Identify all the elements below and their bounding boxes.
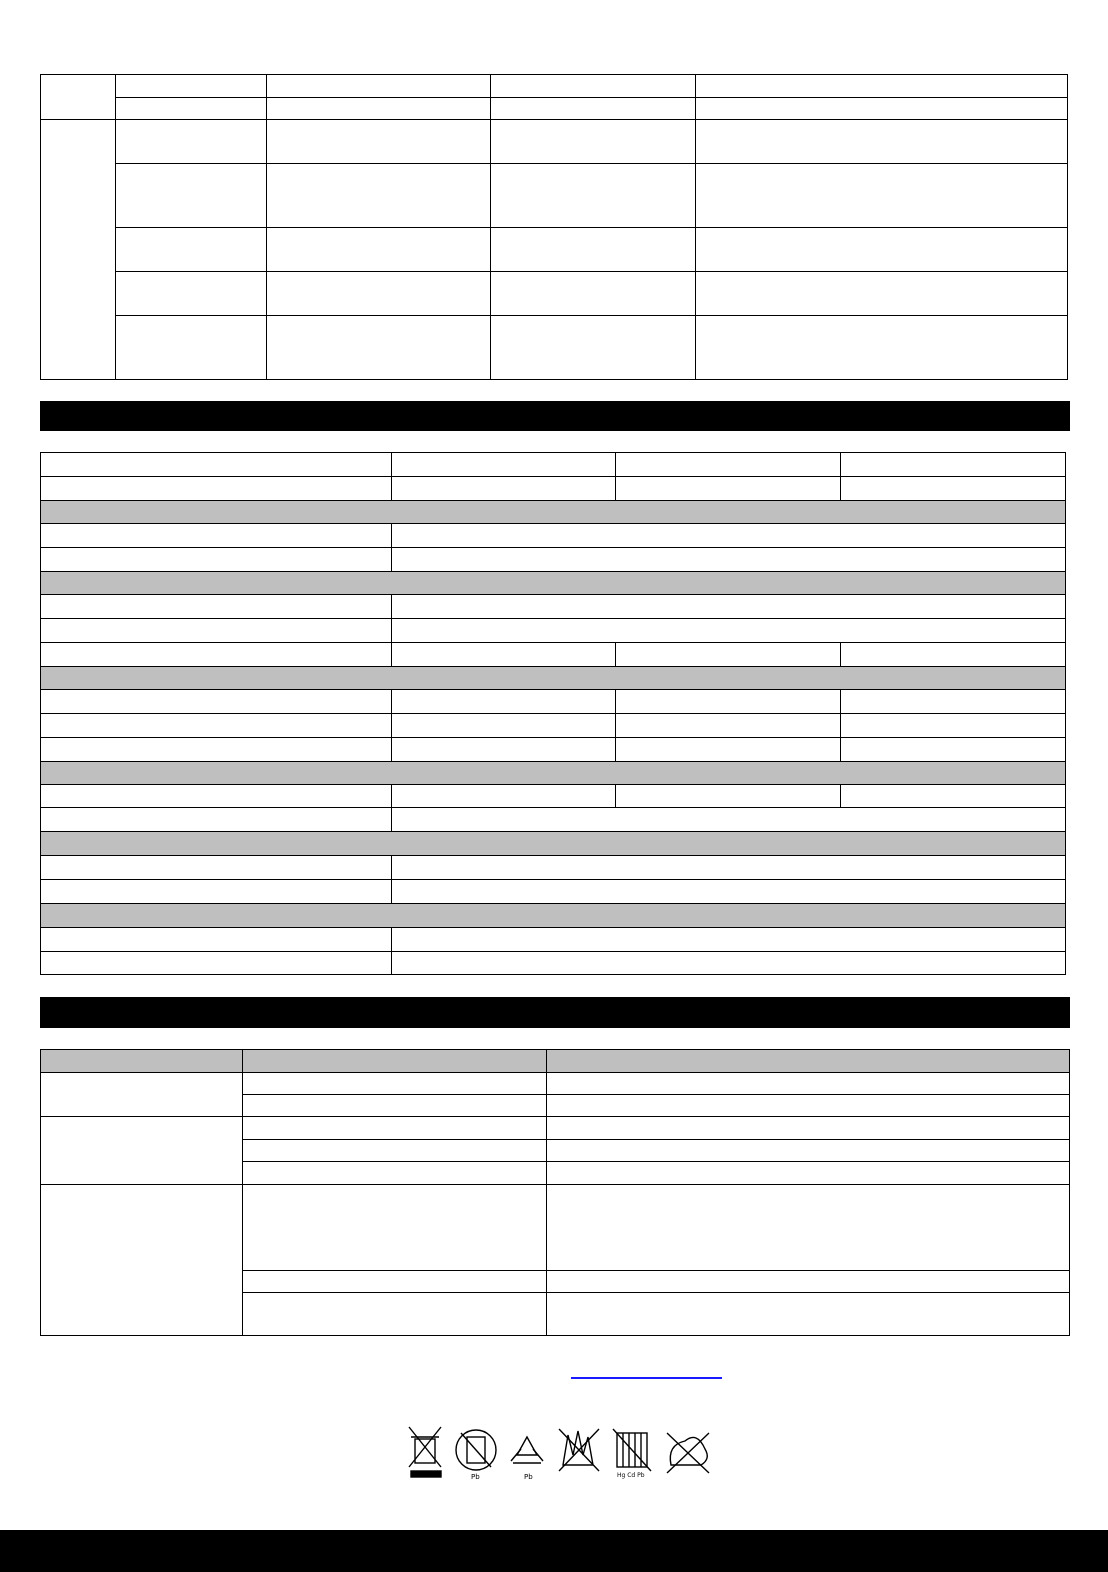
section-row xyxy=(41,667,1066,690)
table-cell xyxy=(41,120,116,380)
section-row xyxy=(41,572,1066,595)
no-burn-icon xyxy=(559,1429,599,1471)
section-header-bar xyxy=(40,401,1070,431)
footer-bar xyxy=(0,1530,1108,1572)
no-trash-icon xyxy=(667,1433,709,1473)
section-row xyxy=(41,762,1066,785)
disposal-icons xyxy=(405,1425,715,1485)
recycle-pb-icon xyxy=(511,1437,543,1481)
spec-table xyxy=(40,452,1066,975)
website-link[interactable] xyxy=(571,1377,722,1379)
svg-text:Pb: Pb xyxy=(471,1473,480,1481)
battery-hg-cd-pb-icon xyxy=(613,1429,651,1479)
section-row xyxy=(41,832,1066,856)
svg-text:Pb: Pb xyxy=(524,1473,533,1481)
crossed-bin-icon xyxy=(409,1427,441,1477)
column-header xyxy=(547,1050,1070,1073)
section-header-bar xyxy=(40,997,1070,1028)
bottom-table xyxy=(40,1049,1070,1336)
table-cell xyxy=(41,75,116,120)
top-table xyxy=(40,74,1068,380)
column-header xyxy=(243,1050,547,1073)
battery-pb-icon xyxy=(456,1430,496,1481)
column-header xyxy=(41,1050,243,1073)
svg-text:Hg Cd Pb: Hg Cd Pb xyxy=(617,1472,645,1479)
section-row xyxy=(41,904,1066,928)
section-row xyxy=(41,501,1066,524)
